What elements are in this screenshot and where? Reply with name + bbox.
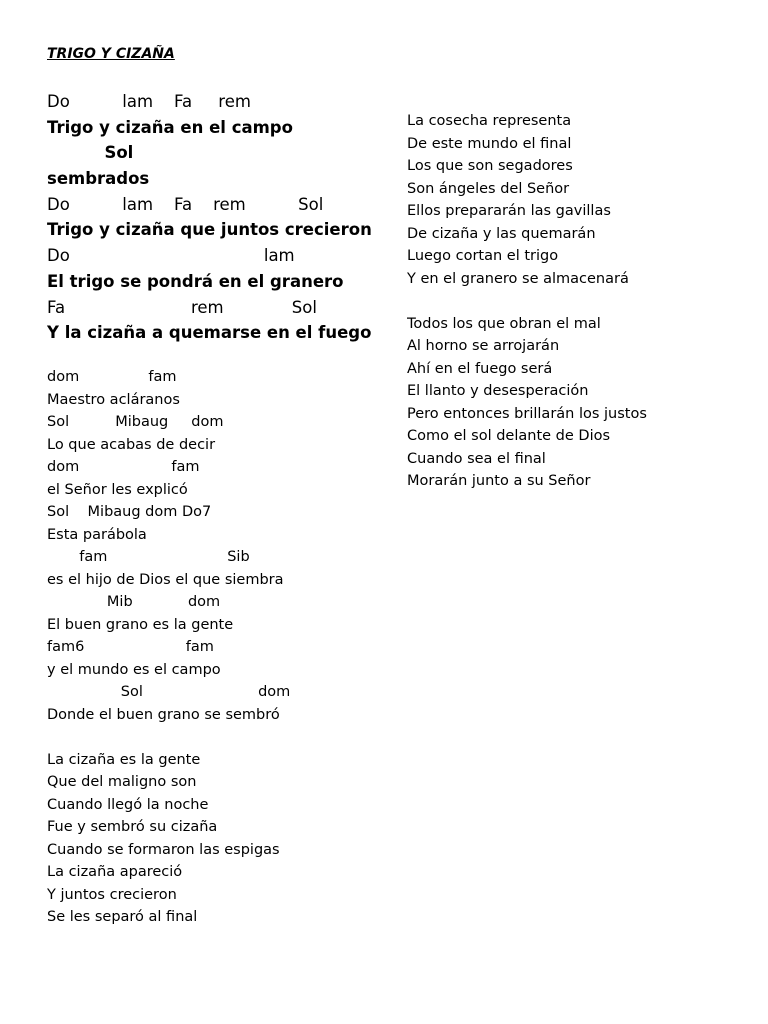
song-line: dom fam (47, 369, 177, 385)
song-line: Maestro acláranos (47, 391, 180, 408)
song-line: Lo que acabas de decir (47, 436, 216, 453)
chorus-block (47, 89, 387, 346)
chorus-lyric-line: sembrados (47, 169, 150, 189)
song-line: Luego cortan el trigo (407, 248, 559, 264)
song-line: Sol Mibaug dom Do7 (47, 504, 212, 520)
song-line: Se les separó al final (47, 909, 198, 925)
song-line: Esta parábola (47, 526, 147, 543)
song-line: Pero entonces brillarán los justos (407, 405, 647, 422)
song-line: La cosecha representa (407, 113, 572, 129)
song-line: De cizaña y las quemarán (407, 225, 596, 242)
stanza-gap (407, 290, 757, 313)
song-line: Que del maligno son (47, 774, 197, 790)
song-line: El buen grano es la gente (47, 616, 234, 633)
song-line: Mib dom (47, 594, 221, 610)
verses-column-left (47, 366, 397, 929)
song-line: La cizaña es la gente (47, 751, 201, 768)
song-line: dom fam (47, 459, 200, 475)
song-line: Todos los que obran el mal (407, 315, 601, 332)
song-line: Ellos prepararán las gavillas (407, 203, 611, 219)
song-title: TRIGO Y CIZAÑA (47, 46, 175, 62)
song-line: El llanto y desesperación (407, 383, 589, 399)
song-line: fam6 fam (47, 639, 214, 655)
chorus-lyric-line: Y la cizaña a quemarse en el fuego (47, 323, 372, 343)
song-line: De este mundo el final (407, 135, 572, 152)
song-line: Son ángeles del Señor (407, 180, 570, 197)
song-line: Donde el buen grano se sembró (47, 706, 280, 723)
song-line: es el hijo de Dios el que siembra (47, 571, 284, 588)
song-line: Fue y sembró su cizaña (47, 819, 218, 835)
chorus-chord-line: Do lam Fa rem (47, 92, 251, 111)
chorus-lyric-line: Sol (47, 143, 134, 163)
song-line: Cuando se formaron las espigas (47, 841, 280, 858)
song-line: La cizaña apareció (47, 864, 183, 880)
verses-column-right (407, 110, 757, 493)
chorus-lyric-line: Trigo y cizaña que juntos crecieron (47, 220, 372, 240)
chorus-lyric-line: Trigo y cizaña en el campo (47, 117, 293, 137)
chorus-chord-line: Do lam Fa rem Sol (47, 194, 324, 214)
stanza-gap (47, 726, 397, 749)
song-line: Como el sol delante de Dios (407, 428, 611, 444)
song-line: Al horno se arrojarán (407, 338, 560, 354)
song-line: Cuando llegó la noche (47, 796, 209, 813)
song-line: Sol Mibaug dom (47, 414, 224, 430)
song-line: Sol dom (47, 684, 291, 700)
song-line: Ahí en el fuego será (407, 360, 553, 377)
song-line: Y juntos crecieron (47, 886, 177, 903)
song-line: Cuando sea el final (407, 450, 546, 467)
song-line: el Señor les explicó (47, 481, 188, 498)
song-line: Los que son segadores (407, 158, 573, 174)
song-line: Y en el granero se almacenará (407, 270, 629, 287)
chorus-lyric-line: El trigo se pondrá en el granero (47, 271, 344, 291)
song-line: y el mundo es el campo (47, 661, 221, 678)
chorus-chord-line: Fa rem Sol (47, 297, 317, 317)
song-line: Morarán junto a su Señor (407, 473, 591, 489)
chorus-chord-line: Do lam (47, 246, 295, 266)
song-line: fam Sib (47, 549, 250, 565)
